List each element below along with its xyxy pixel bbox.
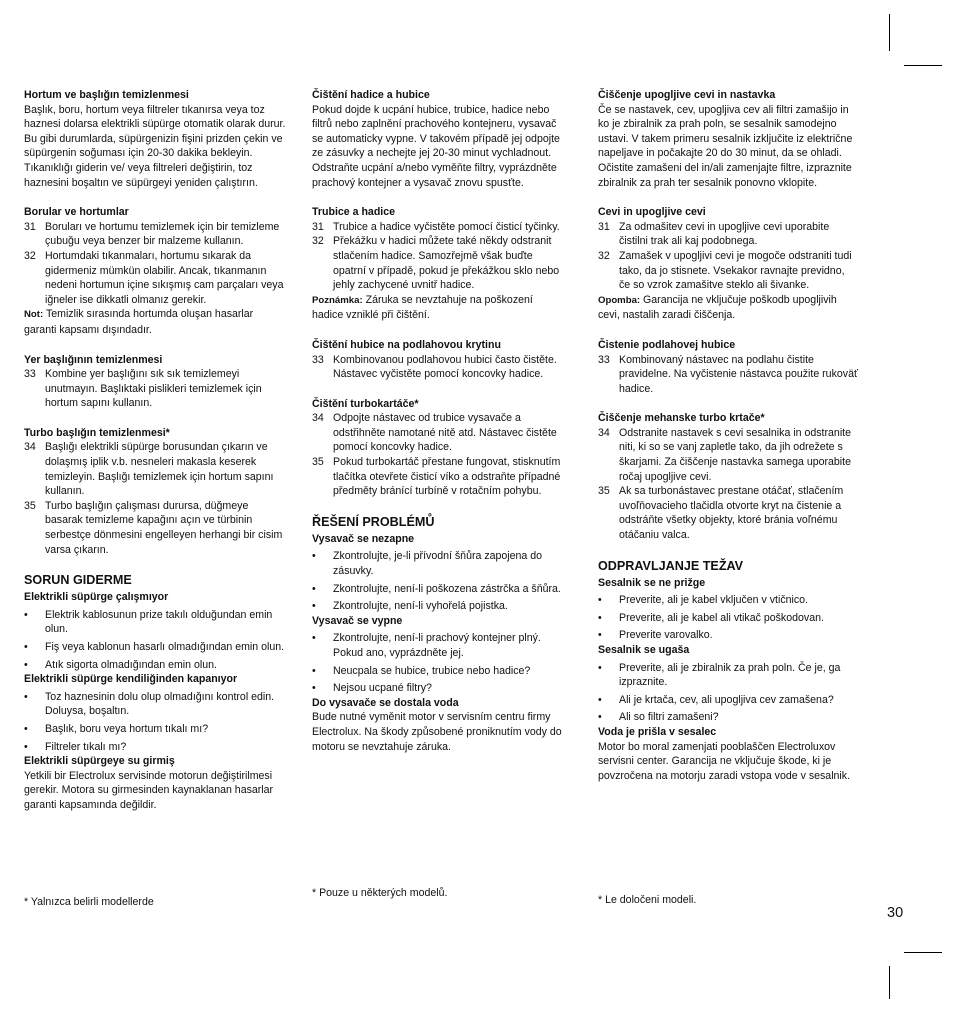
item-number: 32 [598, 249, 610, 262]
bullet-item [312, 549, 566, 578]
section-heading: Čištění hubice na podlahovou krytinu [312, 338, 501, 351]
section-s2 [312, 205, 566, 323]
bullet-text: Preverite, ali je kabel ali vtikač poškodovan. [619, 611, 824, 624]
section-heading: Čistenie podlahovej hubice [598, 338, 736, 351]
paragraph: Pokud dojde k ucpání hubice, trubice, hadice nebo filtrů nebo zaplnění prachového kontejneru, vysavač se automaticky vypne. V takovém případě jej odpojte ze zásuvky a nechejte jej 20-30 minut vychladnout. Odstraňte ucpání a/nebo vyměňte filtry, vyprázdněte prachový kontejner a vysavač znovu spusťte. [312, 103, 560, 189]
bullet-item [598, 710, 858, 725]
section-heading: Trubice a hadice [312, 206, 396, 219]
note-text: Garancija ne vključuje poškodb upogljivih cevi, nastalih zaradi čiščenja. [598, 293, 837, 322]
section-heading: Čiščenje mehanske turbo krtače* [598, 412, 765, 425]
item-number: 34 [598, 426, 610, 439]
troubleshooting-title: SORUN GIDERME [24, 573, 132, 588]
numbered-item [24, 367, 288, 411]
item-number: 32 [312, 235, 324, 248]
bullet-text: Preverite, ali je zbiralnik za prah poln. Če je, ga izpraznite. [619, 661, 841, 689]
item-number: 33 [312, 353, 324, 366]
section-heading: Čiščenje upogljive cevi in nastavka [598, 89, 776, 101]
item-text: Turbo başlığın çalışması durursa, düğmeye basarak temizleme kapağını açın ve türbinin serbestçe dönmesini engelleyen herhangi bir cisim varsa çıkarın. [45, 499, 283, 556]
bullet-text: Fiş veya kablonun hasarlı olmadığından emin olun. [45, 641, 285, 653]
crop-mark-bottom-horizontal [904, 952, 942, 953]
bullet-dot: • [24, 608, 28, 621]
bullet-item [598, 611, 858, 626]
bullet-dot: • [312, 582, 316, 595]
bullet-text: Zkontrolujte, není-li vyhořelá pojistka. [333, 600, 508, 613]
numbered-item [24, 499, 288, 557]
item-number: 31 [24, 220, 36, 233]
bullet-item [24, 722, 288, 737]
paragraph: Motor bo moral zamenjati pooblaščen Electroluxov servisni center. Garancija ne vključuje škode, ki je povzročena na motorju zaradi vstopa vode v sesalnik. [598, 740, 851, 782]
item-text: Kombinovaný nástavec na podlahu čistite pravidelne. Na vyčistenie nástavca použite rukoväť hadice. [619, 353, 858, 395]
bullet-text: Zkontrolujte, není-li poškozena zástrčka a šňůra. [333, 582, 561, 595]
bullet-dot: • [24, 690, 28, 703]
bullet-text: Preverite, ali je kabel vključen v vtičnico. [619, 594, 809, 607]
numbered-item [598, 353, 858, 397]
numbered-item [24, 220, 288, 249]
numbered-item [24, 249, 288, 307]
column-slovenian [598, 88, 858, 783]
item-text: Za odmašitev cevi in upogljive cevi uporabite čistilni trak ali kaj podobnega. [619, 220, 830, 248]
bullet-text: Preverite varovalko. [619, 629, 713, 642]
bullet-dot: • [312, 682, 316, 695]
bullet-dot: • [598, 711, 602, 724]
item-text: Zamašek v upogljivi cevi je mogoče odstraniti tudi tako, da jo stisnete. Vsekakor ravnajte previdno, če so vzrok zamašitve steklo ali šivanke. [619, 249, 852, 292]
bullet-item [24, 640, 288, 655]
item-number: 35 [312, 456, 324, 469]
bullet-item [598, 661, 858, 690]
troubleshooting-section [24, 572, 288, 812]
note-label: Poznámka: [312, 294, 363, 306]
bullet-item [312, 631, 566, 660]
bullet-dot: • [24, 658, 28, 671]
numbered-item [598, 426, 858, 484]
bullet-item [312, 599, 566, 614]
bullet-dot: • [312, 664, 316, 677]
item-number: 32 [24, 249, 36, 262]
section-heading: Cevi in upogljive cevi [598, 206, 706, 219]
section-s2 [598, 205, 858, 323]
item-number: 31 [312, 220, 324, 233]
note-label: Opomba: [598, 294, 641, 306]
footnote-slovenian: * Le določeni modeli. [598, 894, 697, 906]
numbered-item [598, 249, 858, 293]
bullet-text: Zkontrolujte, je-li přívodní šňůra zapojena do zásuvky. [333, 550, 543, 578]
note-text: Temizlik sırasında hortumda oluşan hasarlar garanti kapsamı dışındadır. [24, 308, 254, 336]
section-s1 [598, 88, 858, 190]
crop-mark-top-vertical [889, 14, 890, 51]
item-number: 34 [312, 412, 324, 425]
item-text: Başlığı elektrikli süpürge borusundan çıkarın ve dolaşmış iplik v.b. nesneleri makasla keserek temizleyin. Başlığı temizlemek için hortum sapını kullanın. [45, 441, 274, 498]
bullet-item [24, 608, 288, 637]
bullet-text: Zkontrolujte, není-li prachový kontejner plný. Pokud ano, vyprázdněte jej. [333, 632, 541, 659]
paragraph: Yetkili bir Electrolux servisinde motorun değiştirilmesi gerekir. Motora su girmesinden kaynaklanan hasarlar garanti kapsamında değildir. [24, 769, 274, 811]
warranty-note [312, 293, 566, 323]
section-s3 [312, 338, 566, 382]
section-s4 [24, 426, 288, 557]
column-czech [312, 88, 566, 754]
troubleshooting-subheading: Sesalnik se ugaša [598, 644, 690, 656]
section-s3 [24, 353, 288, 411]
bullet-dot: • [24, 722, 28, 735]
item-text: Odstranite nastavek s cevi sesalnika in odstranite niti, ki so se vanj zapletle tako, da jih odrežete s škarjami. Za čiščenje nastavka samega uporabite ročaj upogljive cevi. [619, 426, 852, 483]
item-text: Pokud turbokartáč přestane fungovat, stisknutím tlačítka otevřete čisticí víko a odstraňte případné předměty bránící turbíně v rotačním pohybu. [333, 456, 561, 498]
section-heading: Borular ve hortumlar [24, 206, 129, 219]
item-text: Trubice a hadice vyčistěte pomocí čisticí tyčinky. [333, 220, 560, 233]
bullet-text: Ali je krtača, cev, ali upogljiva cev zamašena? [619, 693, 834, 706]
troubleshooting-subheading: Elektrikli süpürgeye su girmiş [24, 755, 175, 768]
bullet-dot: • [598, 629, 602, 642]
bullet-dot: • [598, 611, 602, 624]
troubleshooting-subheading: Elektrikli süpürge kendiliğinden kapanıyor [24, 673, 238, 686]
footnote-czech: * Pouze u některých modelů. [312, 887, 448, 899]
bullet-text: Başlık, boru veya hortum tıkalı mı? [45, 722, 209, 735]
paragraph: Če se nastavek, cev, upogljiva cev ali filtri zamašijo in ko je zbiralnik za prah poln, se sesalnik samodejno ustavi. V takem primeru sesalnik izključite iz električne napeljave in počakajte 20 do 30 minut, da se ohladi. Očistite zamašeni del in/ali zamenjajte filtre, izpraznite zbiralnik za prah ter sesalnik ponovno vklopite. [598, 103, 853, 189]
bullet-dot: • [598, 693, 602, 706]
numbered-item [598, 484, 858, 542]
numbered-item [312, 455, 566, 499]
bullet-text: Neucpala se hubice, trubice nebo hadice? [333, 664, 531, 677]
bullet-text: Ali so filtri zamašeni? [619, 711, 719, 724]
paragraph: Başlık, boru, hortum veya filtreler tıkanırsa veya toz haznesi dolarsa elektrikli süpürge otomatik olarak durur. Bu gibi durumlarda, süpürgenizin fişini prizden çekin ve süpürgenin soğuması için 20-30 dakika bekleyin. Tıkanıklığı giderin ve/ veya filtreleri değiştirin, toz haznesini boşaltın ve süpürgeyi yeniden çalıştırın. [24, 103, 286, 189]
section-heading: Hortum ve başlığın temizlenmesi [24, 89, 189, 101]
section-heading: Turbo başlığın temizlenmesi* [24, 426, 170, 439]
bullet-item [598, 628, 858, 643]
bullet-item [24, 690, 288, 719]
item-text: Odpojte nástavec od trubice vysavače a odstřihněte namotané nitě atd. Nástavec čistěte pomocí koncovky hadice. [333, 412, 557, 454]
item-text: Ak sa turbonástavec prestane otáčať, stlačením uvoľňovacieho tlačidla otvorte kryt na čistenie a odstráňte všetky objekty, ktoré bránia voľnému otáčaniu valca. [619, 485, 844, 542]
warranty-note [598, 293, 858, 323]
bullet-text: Elektrik kablosunun prize takılı olduğundan emin olun. [45, 608, 273, 636]
troubleshooting-section [312, 514, 566, 754]
section-heading: Yer başlığının temizlenmesi [24, 353, 163, 366]
bullet-dot: • [598, 661, 602, 674]
numbered-item [24, 440, 288, 498]
item-number: 34 [24, 441, 36, 454]
bullet-dot: • [24, 641, 28, 653]
section-s4 [598, 411, 858, 542]
item-number: 33 [598, 353, 610, 366]
item-text: Překážku v hadici můžete také někdy odstranit stlačením hadice. Samozřejmě však buďte opatrní v případě, pokud je překážkou sklo nebo jehly zachycené uvnitř hadice. [333, 235, 560, 292]
troubleshooting-subheading: Sesalnik se ne prižge [598, 576, 706, 589]
bullet-item [312, 582, 566, 597]
bullet-text: Nejsou ucpané filtry? [333, 682, 432, 695]
bullet-item [312, 664, 566, 679]
bullet-dot: • [24, 740, 28, 753]
section-s4 [312, 397, 566, 499]
troubleshooting-subheading: Vysavač se vypne [312, 614, 403, 627]
troubleshooting-subheading: Elektrikli süpürge çalışmıyor [24, 591, 169, 604]
bullet-dot: • [598, 594, 602, 607]
section-s3 [598, 338, 858, 396]
troubleshooting-subheading: Do vysavače se dostala voda [312, 696, 459, 709]
section-heading: Čištění hadice a hubice [312, 89, 430, 101]
item-number: 33 [24, 368, 36, 381]
bullet-item [598, 593, 858, 608]
troubleshooting-subheading: Vysavač se nezapne [312, 532, 415, 545]
note-label: Not: [24, 309, 44, 321]
bullet-item [598, 693, 858, 708]
bullet-dot: • [312, 550, 316, 563]
footnote-turkish: * Yalnızca belirli modellerde [24, 896, 154, 908]
troubleshooting-title: ODPRAVLJANJE TEŽAV [598, 558, 744, 573]
bullet-text: Atık sigorta olmadığından emin olun. [45, 658, 217, 671]
numbered-item [598, 220, 858, 249]
paragraph: Bude nutné vyměnit motor v servisním centru firmy Electrolux. Na škody způsobené proniknutím vody do motoru se nevztahuje záruka. [312, 711, 562, 753]
bullet-text: Toz haznesinin dolu olup olmadığını kontrol edin. Doluysa, boşaltın. [45, 690, 275, 718]
numbered-item [312, 220, 566, 235]
section-heading: Čištění turbokartáče* [312, 397, 419, 410]
item-text: Boruları ve hortumu temizlemek için bir temizleme çubuğu veya benzer bir malzeme kullanın. [45, 220, 280, 248]
item-number: 35 [24, 499, 36, 512]
section-s1 [24, 88, 288, 190]
troubleshooting-section [598, 558, 858, 784]
numbered-item [312, 411, 566, 455]
page-number: 30 [887, 905, 904, 921]
warranty-note [24, 307, 288, 337]
section-s1 [312, 88, 566, 190]
bullet-text: Filtreler tıkalı mı? [45, 740, 127, 753]
bullet-item [24, 740, 288, 755]
section-s2 [24, 205, 288, 337]
bullet-item [24, 658, 288, 673]
numbered-item [312, 353, 566, 382]
crop-mark-bottom-vertical [889, 966, 890, 999]
bullet-dot: • [312, 600, 316, 613]
troubleshooting-subheading: Voda je prišla v sesalec [598, 725, 717, 738]
bullet-item [312, 681, 566, 696]
item-text: Hortumdaki tıkanmaları, hortumu sıkarak da gidermeniz mümkün olabilir. Ancak, tıkanmanın nedeni hortumun içine sıkışmış cam parçaları veya iğneler ise dikkatli olmanız gerekir. [45, 249, 284, 306]
item-number: 35 [598, 485, 610, 498]
crop-mark-top-horizontal [904, 65, 942, 66]
troubleshooting-title: ŘEŠENÍ PROBLÉMŮ [312, 514, 435, 529]
bullet-dot: • [312, 632, 316, 645]
item-text: Kombine yer başlığını sık sık temizlemeyi unutmayın. Başlıktaki pislikleri temizlemek için hortum sapını kullanın. [45, 368, 262, 410]
item-number: 31 [598, 220, 610, 233]
item-text: Kombinovanou podlahovou hubici často čistěte. Nástavec vyčistěte pomocí koncovky hadice. [333, 353, 557, 381]
note-text: Záruka se nevztahuje na poškození hadice vzniklé při čištění. [312, 293, 533, 322]
numbered-item [312, 234, 566, 292]
column-turkish [24, 88, 288, 813]
